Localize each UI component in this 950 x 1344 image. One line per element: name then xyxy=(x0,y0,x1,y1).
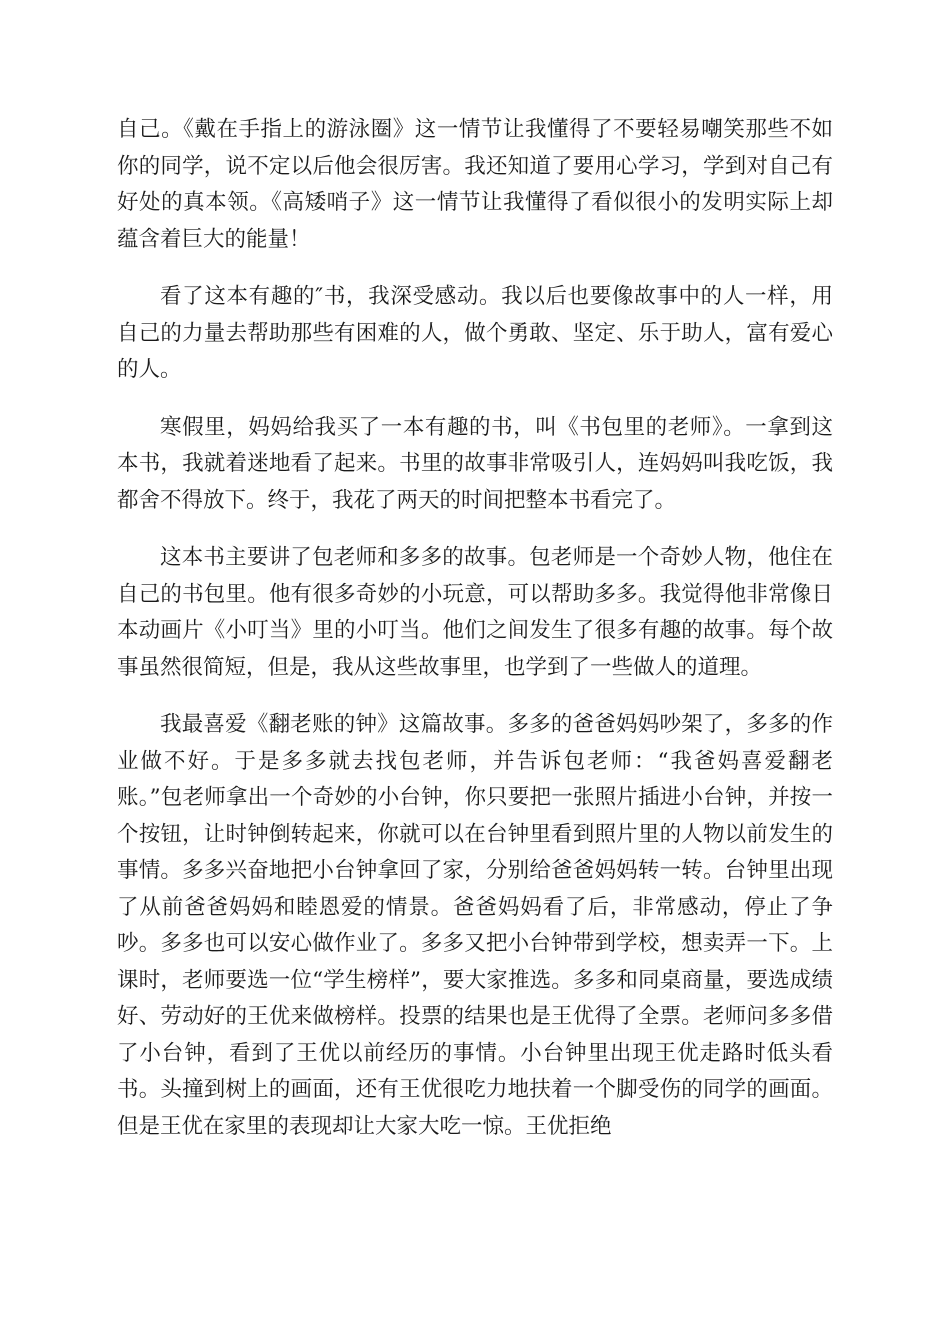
paragraph-5: 我最喜爱《翻老账的钟》这篇故事。多多的爸爸妈妈吵架了，多多的作业做不好。于是多多就去找包老师，并告诉包老师：“我爸妈喜爱翻老账。”包老师拿出一个奇妙的小台钟，你只要把一张照片插进小台钟，并按一个按钮，让时钟倒转起来，你就可以在台钟里看到照片里的人物以前发生的事情。多多兴奋地把小台钟拿回了家，分别给爸爸妈妈转一转。台钟里出现了从前爸爸妈妈和睦恩爱的情景。爸爸妈妈看了后，非常感动，停止了争吵。多多也可以安心做作业了。多多又把小台钟带到学校，想卖弄一下。上课时，老师要选一位“学生榜样”，要大家推选。多多和同桌商量，要选成绩好、劳动好的王优来做榜样。投票的结果也是王优得了全票。老师问多多借了小台钟，看到了王优以前经历的事情。小台钟里出现王优走路时低头看书。头撞到树上的画面，还有王优很吃力地扶着一个脚受伤的同学的画面。但是王优在家里的表现却让大家大吃一惊。王优拒绝 xyxy=(117,712,833,1139)
paragraph-2: 看了这本有趣的″书，我深受感动。我以后也要像故事中的人一样，用自己的力量去帮助那些有困难的人，做个勇敢、坚定、乐于助人，富有爱心的人。 xyxy=(117,284,833,382)
paragraph-1: 自己。《戴在手指上的游泳圈》这一情节让我懂得了不要轻易嘲笑那些不如你的同学，说不定以后他会很厉害。我还知道了要用心学习，学到对自己有好处的真本领。《高矮哨子》这一情节让我懂得了看似很小的发明实际上却蕴含着巨大的能量！ xyxy=(117,117,833,252)
paragraph-4: 这本书主要讲了包老师和多多的故事。包老师是一个奇妙人物，他住在自己的书包里。他有很多奇妙的小玩意，可以帮助多多。我觉得他非常像日本动画片《小叮当》里的小叮当。他们之间发生了很多有趣的故事。每个故事虽然很简短，但是，我从这些故事里，也学到了一些做人的道理。 xyxy=(117,545,833,680)
paragraph-3: 寒假里，妈妈给我买了一本有趣的书，叫《书包里的老师》。一拿到这本书，我就着迷地看了起来。书里的故事非常吸引人，连妈妈叫我吃饭，我都舍不得放下。终于，我花了两天的时间把整本书看完了。 xyxy=(117,414,833,513)
document-page xyxy=(117,112,833,1166)
